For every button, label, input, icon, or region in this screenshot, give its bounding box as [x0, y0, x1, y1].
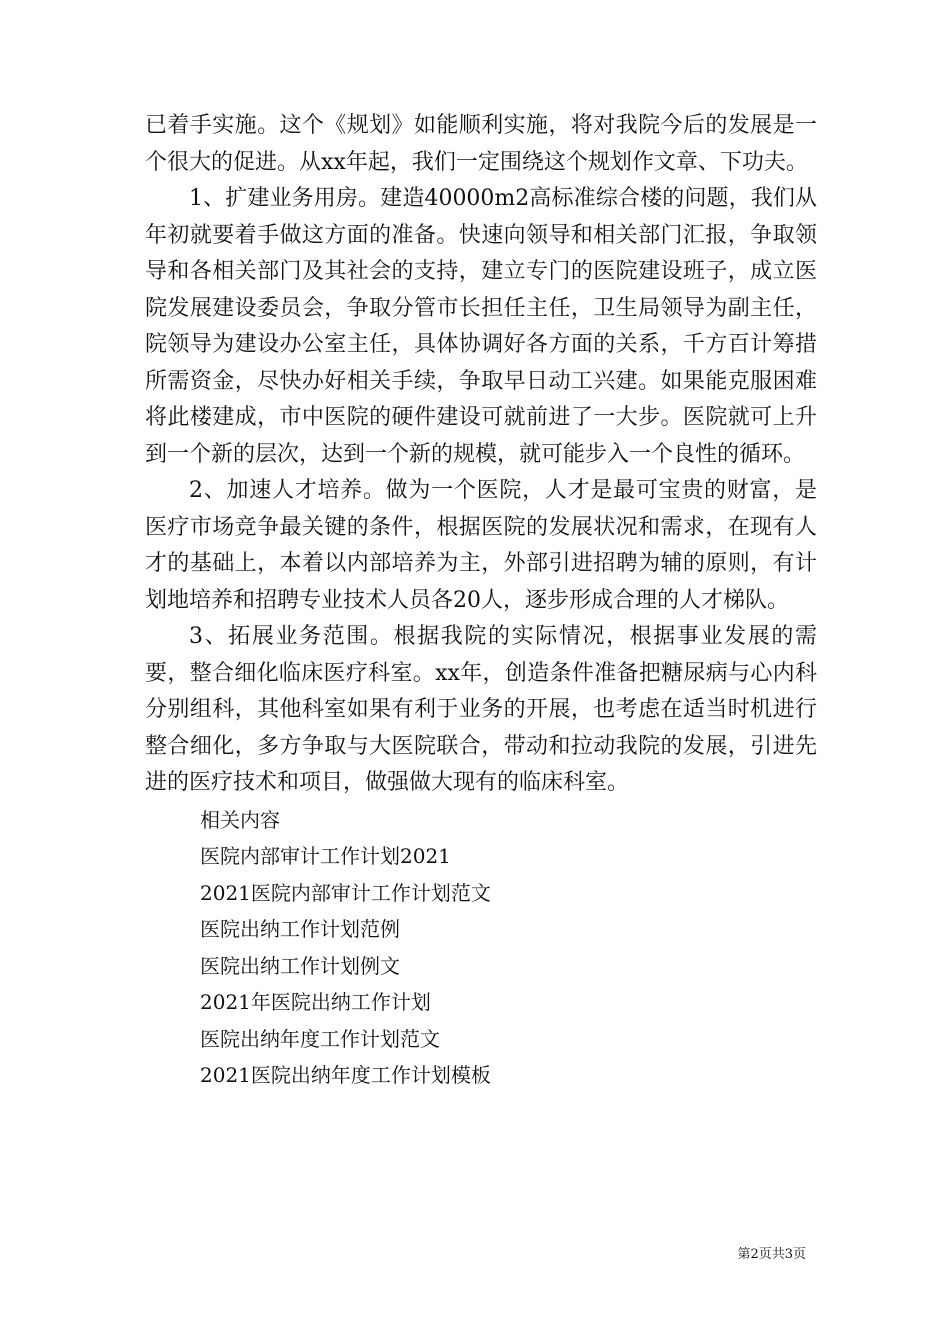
paragraph-business-scope: 3、拓展业务范围。根据我院的实际情况，根据事业发展的需要，整合细化临床医疗科室。xx年，创造条件准备把糖尿病与心内科分别组科，其他科室如果有利于业务的开展，也考虑在适当时机进行整合细化，多方争取与大医院联合，带动和拉动我院的发展，引进先进的医疗技术和项目，做强做大现有的临床科室。 [145, 624, 817, 795]
related-link[interactable]: 医院出纳工作计划例文 [200, 953, 400, 978]
paragraph-intro: 已着手实施。这个《规划》如能顺利实施，将对我院今后的发展是一个很大的促进。从xx年起，我们一定围绕这个规划作文章、下功夫。 [145, 113, 817, 175]
document-body [145, 108, 817, 1094]
related-link[interactable]: 2021年医院出纳工作计划 [200, 990, 431, 1014]
paragraph-expand-buildings: 1、扩建业务用房。建造40000m2高标准综合楼的问题，我们从年初就要着手做这方面的准备。快速向领导和相关部门汇报，争取领导和各相关部门及其社会的支持，建立专门的医院建设班子，成立医院发展建设委员会，争取分管市长担任主任，卫生局领导为副主任，院领导为建设办公室主任，具体协调好各方面的关系，千方百计筹措所需资金，尽快办好相关手续，争取早日动工兴建。如果能克服困难将此楼建成，市中医院的硬件建设可就前进了一大步。医院就可上升到一个新的层次，达到一个新的规模，就可能步入一个良性的循环。 [145, 186, 817, 467]
related-link[interactable]: 医院出纳工作计划范例 [200, 917, 400, 941]
related-link[interactable]: 医院出纳年度工作计划范文 [200, 1026, 440, 1051]
related-content-heading: 相关内容 [200, 807, 280, 832]
page-number-footer: 第2页共3页 [737, 1247, 806, 1262]
paragraph-talent-training: 2、加速人才培养。做为一个医院，人才是最可宝贵的财富，是医疗市场竞争最关键的条件，根据医院的发展状况和需求，在现有人才的基础上，本着以内部培养为主，外部引进招聘为辅的原则，有计划地培养和招聘专业技术人员各20人，逐步形成合理的人才梯队。 [145, 478, 817, 613]
related-link[interactable]: 2021医院出纳年度工作计划模板 [200, 1063, 491, 1087]
related-link[interactable]: 2021医院内部审计工作计划范文 [200, 880, 491, 905]
related-link[interactable]: 医院内部审计工作计划2021 [200, 844, 451, 868]
related-content-list [145, 838, 817, 1094]
